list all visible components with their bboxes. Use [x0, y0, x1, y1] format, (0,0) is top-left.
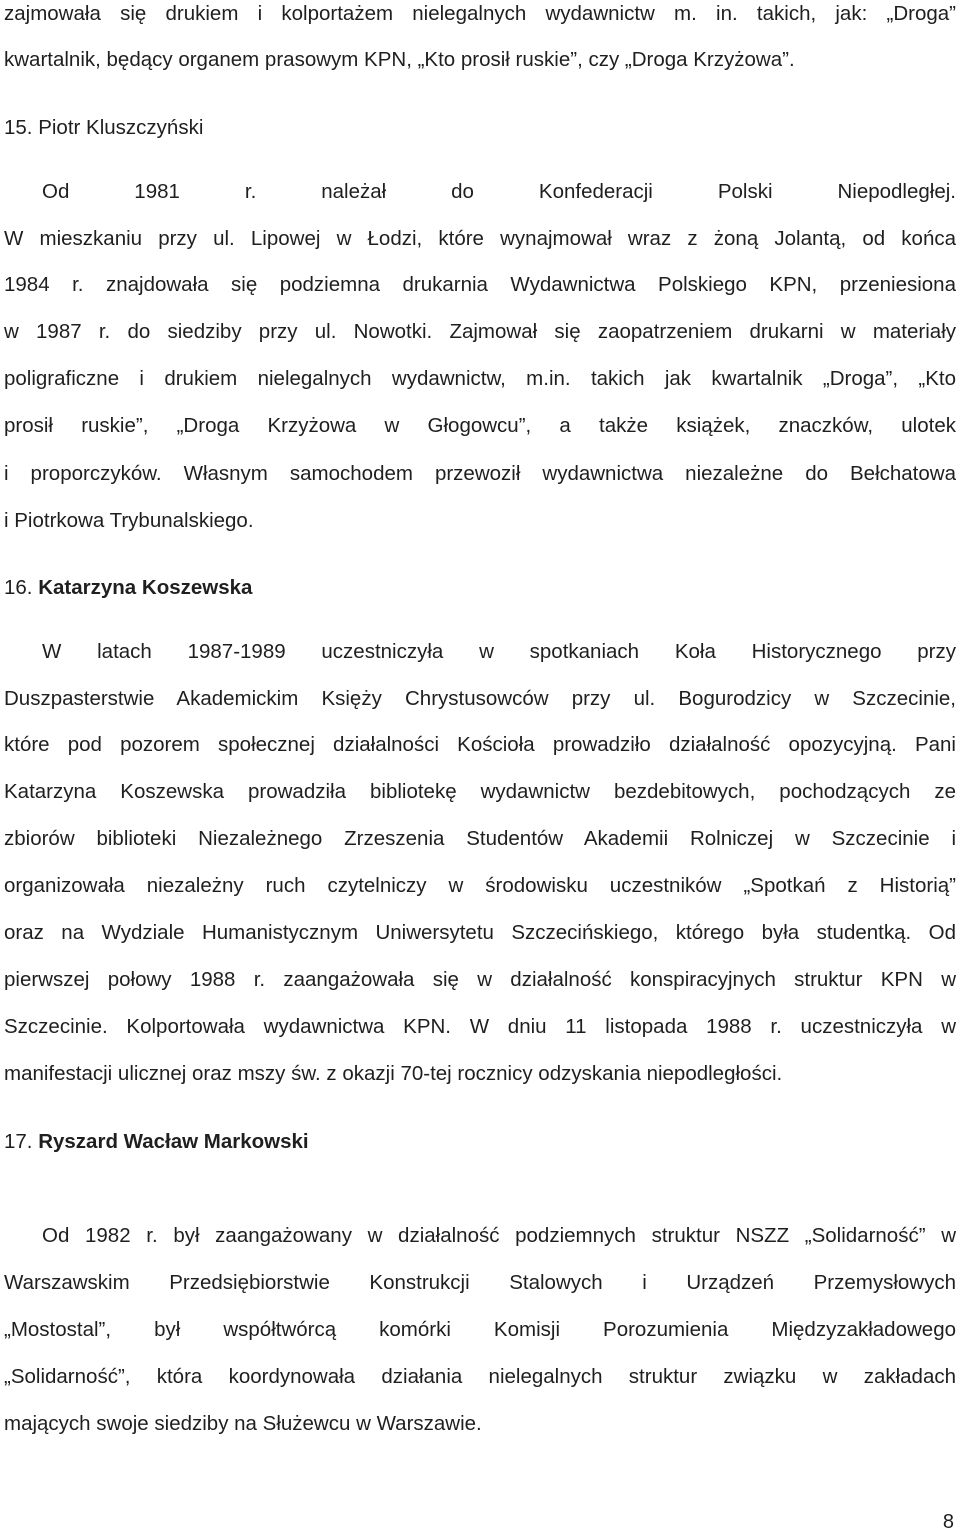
section-16-line-1: W latach 1987-1989 uczestniczyła w spotkaniach Koła Historycznego przy: [42, 640, 956, 663]
section-16-heading: [4, 574, 956, 602]
intro-line-2: kwartalnik, będący organem prasowym KPN, „Kto prosił ruskie”, czy „Droga Krzyżowa”.: [4, 48, 795, 71]
section-17-number: 17.: [4, 1130, 33, 1153]
section-17-heading: [4, 1128, 956, 1156]
section-16-line-6: organizowała niezależny ruch czytelniczy w środowisku uczestników „Spotkań z Historią”: [4, 874, 956, 897]
intro-line-1: zajmowała się drukiem i kolportażem nielegalnych wydawnictw m. in. takich, jak: „Droga”: [4, 2, 956, 25]
section-16-line-3: które pod pozorem społecznej działalności Kościoła prowadziło działalność opozycyjną. Pani: [4, 733, 956, 756]
section-16-line-9: Szczecinie. Kolportowała wydawnictwa KPN. W dniu 11 listopada 1988 r. uczestniczyła w: [4, 1015, 956, 1038]
section-15-line-5: poligraficzne i drukiem nielegalnych wydawnictw, m.in. takich jak kwartalnik „Droga”, „Kto: [4, 367, 956, 390]
section-15-line-6: prosił ruskie”, „Droga Krzyżowa w Głogowcu”, a także książek, znaczków, ulotek: [4, 414, 956, 437]
section-16-name: Katarzyna Koszewska: [38, 576, 253, 599]
section-17-name: Ryszard Wacław Markowski: [38, 1130, 309, 1153]
section-16-number: 16.: [4, 576, 33, 599]
section-15-line-1: Od 1981 r. należał do Konfederacji Polski Niepodległej.: [42, 180, 956, 203]
section-16-line-7: oraz na Wydziale Humanistycznym Uniwersytetu Szczecińskiego, którego była studentką. Od: [4, 921, 956, 944]
section-17-line-1: Od 1982 r. był zaangażowany w działalność podziemnych struktur NSZZ „Solidarność” w: [42, 1224, 956, 1247]
section-17-line-4: „Solidarność”, która koordynowała działania nielegalnych struktur związku w zakładach: [4, 1365, 956, 1388]
section-15-line-7: i proporczyków. Własnym samochodem przewoził wydawnictwa niezależne do Bełchatowa: [4, 462, 956, 485]
section-16-line-2: Duszpasterstwie Akademickim Księży Chrystusowców przy ul. Bogurodzicy w Szczecinie,: [4, 687, 956, 710]
section-15-line-8: i Piotrkowa Trybunalskiego.: [4, 509, 254, 532]
section-15-line-2: W mieszkaniu przy ul. Lipowej w Łodzi, które wynajmował wraz z żoną Jolantą, od końca: [4, 227, 956, 250]
section-17-line-3: „Mostostal”, był współtwórcą komórki Komisji Porozumienia Międzyzakładowego: [4, 1318, 956, 1341]
section-16-line-8: pierwszej połowy 1988 r. zaangażowała się w działalność konspiracyjnych struktur KPN w: [4, 968, 956, 991]
page-number: 8: [942, 1511, 954, 1533]
section-15-line-4: w 1987 r. do siedziby przy ul. Nowotki. Zajmował się zaopatrzeniem drukarni w materiały: [4, 320, 956, 343]
section-15-heading: 15. Piotr Kluszczyński: [4, 116, 204, 139]
section-16-line-5: zbiorów biblioteki Niezależnego Zrzeszenia Studentów Akademii Rolniczej w Szczecinie i: [4, 827, 956, 850]
section-16-line-4: Katarzyna Koszewska prowadziła bibliotekę wydawnictw bezdebitowych, pochodzących ze: [4, 780, 956, 803]
section-17-line-5: mających swoje siedziby na Służewcu w Warszawie.: [4, 1412, 482, 1435]
section-16-line-10: manifestacji ulicznej oraz mszy św. z okazji 70-tej rocznicy odzyskania niepodległości.: [4, 1062, 783, 1085]
section-17-line-2: Warszawskim Przedsiębiorstwie Konstrukcji Stalowych i Urządzeń Przemysłowych: [4, 1271, 956, 1294]
section-15-line-3: 1984 r. znajdowała się podziemna drukarnia Wydawnictwa Polskiego KPN, przeniesiona: [4, 273, 956, 296]
